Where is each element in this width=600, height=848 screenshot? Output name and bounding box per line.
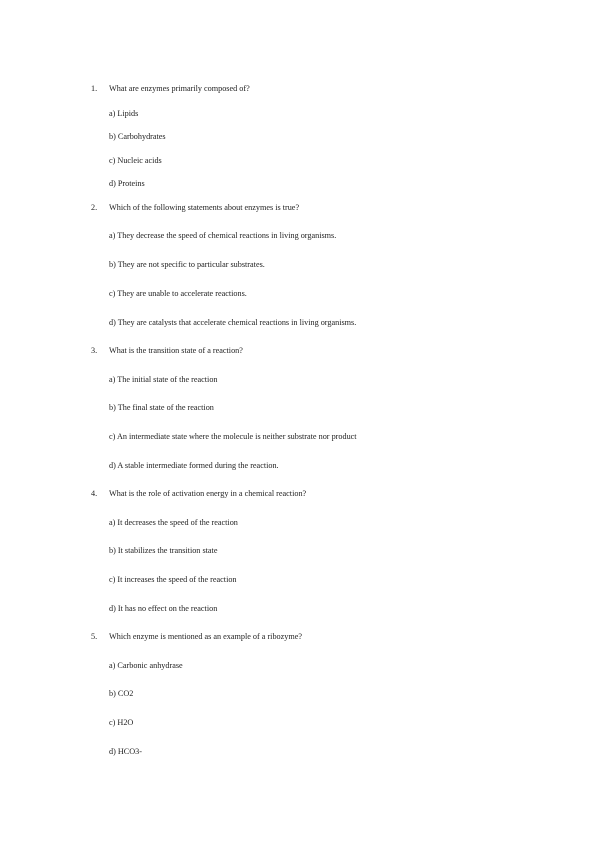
answer-option: c) H2O [109, 718, 134, 727]
answer-option: a) It decreases the speed of the reaction [109, 518, 238, 527]
answer-option: b) CO2 [109, 689, 134, 698]
question-number: 2. [91, 203, 98, 212]
answer-option: a) Lipids [109, 109, 139, 118]
answer-option: c) Nucleic acids [109, 156, 162, 165]
question-text: What are enzymes primarily composed of? [109, 84, 250, 93]
answer-option: b) It stabilizes the transition state [109, 546, 218, 555]
answer-option: b) They are not specific to particular substrates. [109, 260, 265, 269]
answer-option: d) A stable intermediate formed during the reaction. [109, 461, 279, 470]
question-text: What is the role of activation energy in a chemical reaction? [109, 489, 307, 498]
answer-option: d) Proteins [109, 179, 145, 188]
answer-option: c) They are unable to accelerate reactions. [109, 289, 247, 298]
answer-option: c) An intermediate state where the molecule is neither substrate nor product [109, 432, 357, 441]
answer-option: c) It increases the speed of the reaction [109, 575, 237, 584]
answer-option: d) It has no effect on the reaction [109, 604, 218, 613]
answer-option: b) The final state of the reaction [109, 403, 214, 412]
question-number: 1. [91, 84, 98, 93]
answer-option: a) The initial state of the reaction [109, 375, 218, 384]
question-text: Which enzyme is mentioned as an example of a ribozyme? [109, 632, 303, 641]
answer-option: b) Carbohydrates [109, 132, 166, 141]
answer-option: a) They decrease the speed of chemical reactions in living organisms. [109, 231, 337, 240]
answer-option: a) Carbonic anhydrase [109, 661, 183, 670]
question-text: Which of the following statements about enzymes is true? [109, 203, 300, 212]
question-text: What is the transition state of a reaction? [109, 346, 243, 355]
question-number: 5. [91, 632, 98, 641]
question-number: 4. [91, 489, 98, 498]
question-number: 3. [91, 346, 98, 355]
answer-option: d) HCO3- [109, 747, 142, 756]
answer-option: d) They are catalysts that accelerate chemical reactions in living organisms. [109, 318, 357, 327]
